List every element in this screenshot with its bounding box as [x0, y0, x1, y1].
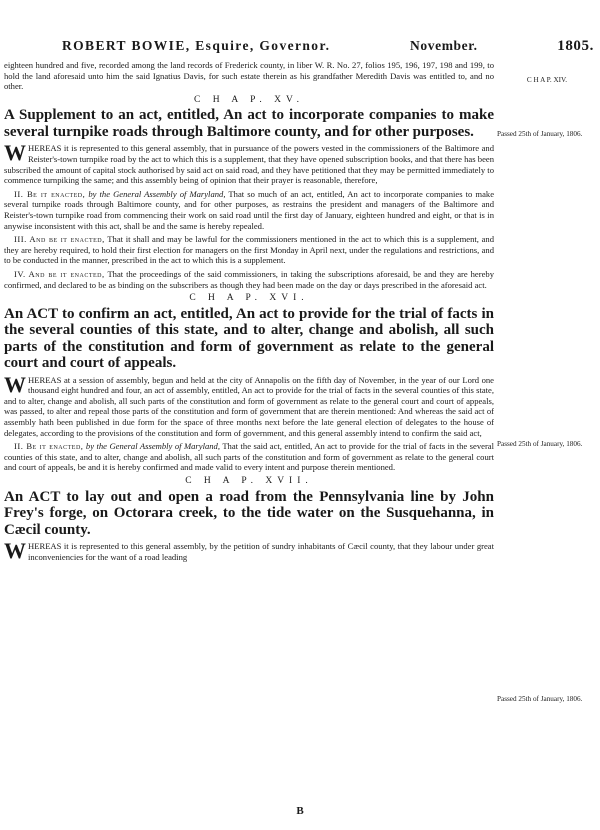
opening-paragraph: eighteen hundred and five, recorded among the land records of Frederick county, in liber W. R. No. 27, folios 195, 196, 197, 198 and 199, to hold the land aforesaid unto him the said Ignatius Davis, for such estate therein as his grandfather Meredith Davis was entitled to, and no other.	[4, 60, 494, 92]
chap15-section-4	[4, 269, 494, 290]
chap17-dropcap: W	[4, 538, 26, 564]
chap15-section-2	[4, 189, 494, 231]
chap15-s3-text: That it shall and may be lawful for the commissioners mentioned in the act to which this is a supplement, and they are hereby required, to hold their first election for managers on the first Monday in April next, under the regulations and restrictions, and to be conducted in the manner, prescribed in the act to which this is a supplement.	[4, 234, 495, 266]
chap16-title: An ACT to confirm an act, entitled, An act to provide for the trial of facts in the several counties of this state, and to alter, change and abolish, all such parts of the constitution and form of government as relate to the general court and court of appeals.	[4, 305, 494, 372]
chap17-preamble	[4, 538, 494, 564]
chap15-s3-lead: III. And be it enacted,	[14, 234, 105, 245]
chap15-s2-lead: II. Be it enacted,	[14, 188, 86, 199]
chap15-preamble-text: HEREAS it is represented to this general assembly, that in pursuance of the powers vested in the commissioners of the Baltimore and Reister's-town turnpike road by the act to which this is a supplement, that they have opened subscription books, and that there has been subscribed the amount of capital stock authorised by said act on said road, and they have petitioned that they may be permitted immediately to commence turnpiking the same; and this assembly being of opinion that their prayer is reasonable, therefore,	[4, 143, 494, 186]
header-year: 1805.	[557, 38, 594, 54]
margin-note-chap17: Passed 25th of January, 1806.	[497, 695, 583, 703]
chap15-section-3	[4, 234, 494, 266]
chap15-dropcap: W	[4, 140, 26, 166]
chap16-preamble-text: HEREAS at a session of assembly, begun and held at the city of Annapolis on the fifth day of November, in the year of our Lord one thousand eight hundred and four, an act of assembly, entitled, An act to provide for the trial of facts in the several counties of this state, and to alter, change and abolish, all such parts of the constitution and form of government as relate to the general court and court of appeals, was passed, to alter and repeal those parts of the constitution and form of government that are therein mentioned: And whereas the said act of assembly hath been published in due form for the space of three months next before the late general election of delegates to the house of delegates, according to the provisions of the constitution and form of government, and this general assembly intend to confirm the said act,	[4, 374, 494, 438]
chap16-section-2	[4, 441, 494, 473]
document-body	[4, 60, 494, 565]
chap16-s2-text: That the said act, entitled, An act to provide for the trial of facts in the several counties of this state, and to alter, change and abolish, all such parts of the constitution and form of government as relate to the general court and court of appeals, be and it is hereby confirmed and made valid to every intent and purpose therein mentioned.	[4, 441, 495, 473]
chap17-preamble-text: HEREAS it is represented to this general assembly, by the petition of sundry inhabitants of Cæcil county, that they labour under great inconveniencies for the want of a road leading	[28, 541, 494, 562]
chap17-title: An ACT to lay out and open a road from the Pennsylvania line by John Frey's forge, on Octorara creek, to the tide water on the Susquehanna, in Cæcil county.	[4, 488, 494, 538]
chap16-s2-lead: II. Be it enacted,	[14, 441, 84, 452]
header-title: ROBERT BOWIE, Esquire, Governor.	[62, 38, 331, 53]
header-month: November.	[410, 38, 478, 53]
chap15-preamble	[4, 140, 494, 186]
margin-note-chap14: C H A P. XIV.	[526, 76, 568, 84]
margin-note-chap16: Passed 25th of January, 1806.	[497, 440, 583, 448]
chap15-s2-authority: by the General Assembly of Maryland,	[88, 188, 226, 199]
chap16-dropcap: W	[4, 371, 26, 397]
signature-mark: B	[296, 805, 304, 817]
margin-note-chap15: Passed 25th of January, 1806.	[497, 130, 583, 138]
chap15-s4-lead: IV. And be it enacted,	[14, 268, 105, 279]
chap16-s2-authority: by the General Assembly of Maryland,	[85, 441, 220, 452]
chap15-heading: C H A P. XV.	[194, 94, 304, 105]
chap15-s2-text: That so much of an act, entitled, An act to incorporate companies to make several turnpike roads through Baltimore county, and for other purposes, as restrains the president and managers of the Baltimore and Reister's-town turnpike road from commencing their work on said road until the first day of January, eighteen hundred and eight, or that is in anywise inconsistent with this act, shall be and the same is hereby repealed.	[4, 188, 495, 231]
chap16-heading: C H A P. XVI.	[189, 293, 309, 304]
chap16-preamble	[4, 371, 494, 439]
chap15-title: A Supplement to an act, entitled, An act to incorporate companies to make several turnpike roads through Baltimore county, and for other purposes.	[4, 107, 494, 140]
chap17-heading: C H A P. XVII.	[185, 476, 313, 487]
chap15-s4-text: That the proceedings of the said commissioners, in taking the subscriptions aforesaid, be and they are hereby confirmed, and declared to be as binding on the subscribers as though they had been made on the day or days prescribed in the aforesaid act.	[4, 268, 494, 290]
running-header	[62, 38, 594, 55]
